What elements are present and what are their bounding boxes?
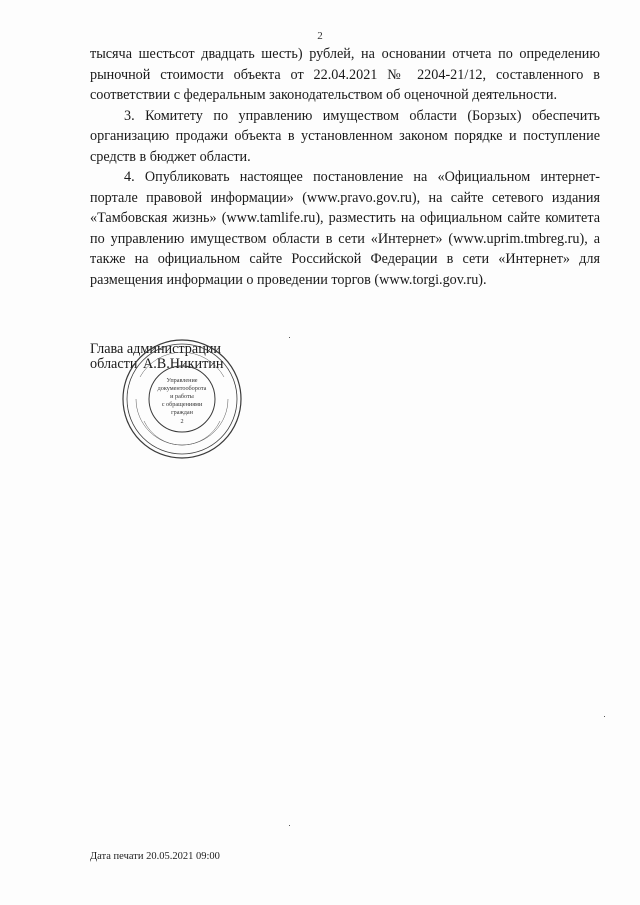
scan-speck bbox=[289, 337, 290, 338]
stamp-number: 2 bbox=[180, 418, 184, 425]
paragraph-4: 4. Опубликовать настоящее постановление на «Официальном интернет-портале правовой информации» (www.pravo.gov.ru), на сайте сетевого издания «Тамбовская жизнь» (www.tamlife.ru), разместить на официальном сайте комитета по управлению имуществом области в сети «Интернет» (www.uprim.tmbreg.ru), а также на официальном сайте Российской Федерации в сети «Интернет» для размещения информации о проведении торгов (www.torgi.gov.ru). bbox=[90, 169, 600, 288]
body-text bbox=[90, 44, 600, 290]
paragraph-continuation: тысяча шестьсот двадцать шесть) рублей, на основании отчета по определению рыночной стоимости объекта от 22.04.2021 № 2204-21/12, составленного в соответствии с федеральным законодательством об оценочной деятельности. bbox=[90, 46, 600, 103]
stamp-line-5: граждан bbox=[171, 409, 193, 416]
stamp-line-3: и работы bbox=[170, 393, 194, 400]
official-stamp bbox=[120, 337, 244, 461]
signature-title-region: области bbox=[90, 356, 138, 372]
paragraph-3: 3. Комитету по управлению имуществом области (Борзых) обеспечить организацию продажи объекта в установленном законом порядке и поступление средств в бюджет области. bbox=[90, 107, 600, 165]
stamp-line-2: документооборота bbox=[157, 385, 207, 392]
page-number: 2 bbox=[317, 30, 323, 42]
scan-speck bbox=[289, 825, 290, 826]
signatory-name: А.В.Никитин bbox=[142, 356, 224, 372]
stamp-line-1: Управление bbox=[166, 377, 198, 384]
stamp-line-4: с обращениями bbox=[161, 401, 203, 408]
print-date: Дата печати 20.05.2021 09:00 bbox=[90, 851, 220, 862]
signature-title-line1: Глава администрации bbox=[90, 341, 221, 357]
scan-speck bbox=[604, 716, 605, 717]
